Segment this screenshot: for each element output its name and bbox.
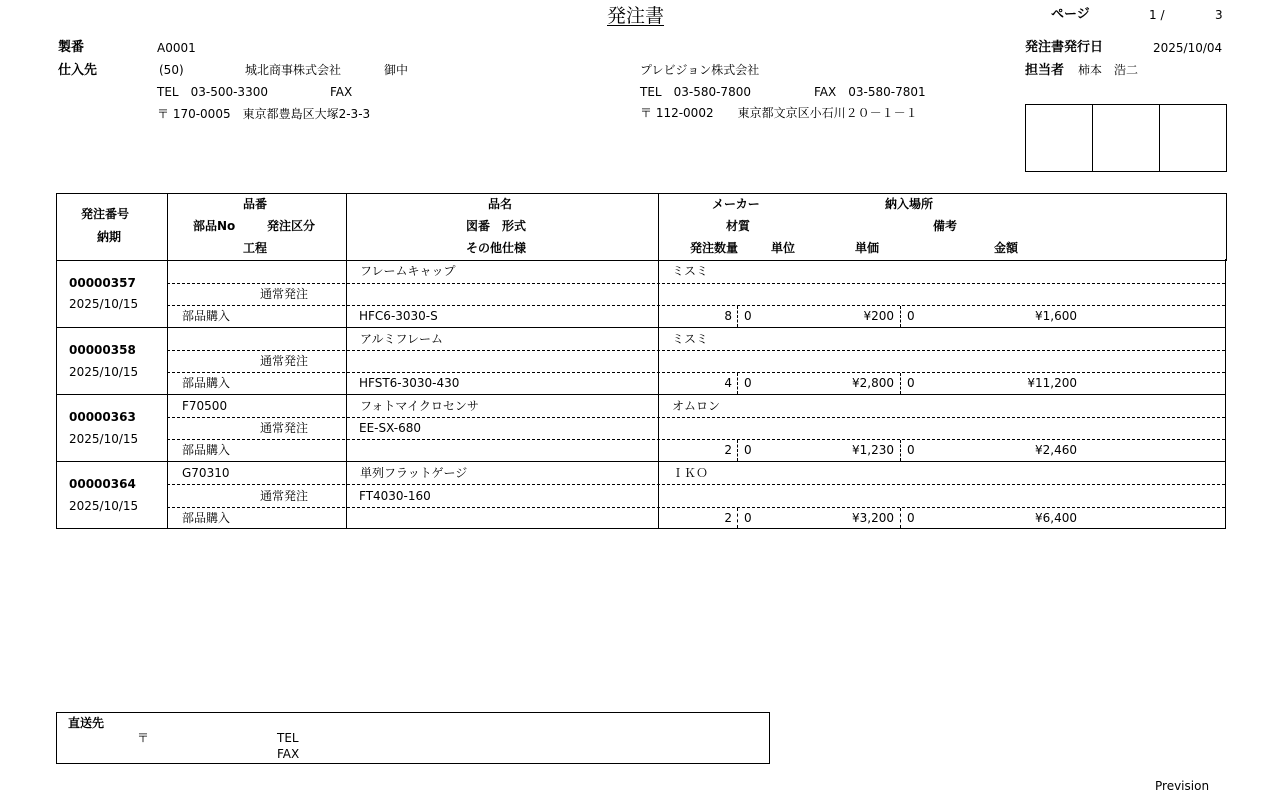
page-label: ページ xyxy=(1051,7,1090,22)
row-spec: HFC6-3030-S xyxy=(359,309,438,323)
row-drawing: EE-SX-680 xyxy=(359,421,421,435)
row-unit-price: ¥3,200 xyxy=(852,511,894,525)
direct-postal: 〒 xyxy=(137,731,150,745)
row-order-no: 00000363 xyxy=(69,410,136,424)
row-order-no: 00000357 xyxy=(69,276,136,290)
col-unit-price: 単価 xyxy=(855,241,880,255)
col-order-no: 発注番号 xyxy=(81,207,130,221)
direct-fax: FAX xyxy=(277,747,300,761)
row-due-date: 2025/10/15 xyxy=(69,432,139,446)
col-delivery-place: 納入場所 xyxy=(885,197,934,211)
row-qty: 2 xyxy=(724,443,732,457)
row-price-sub: 0 xyxy=(907,511,915,525)
row-maker: ミスミ xyxy=(672,332,709,346)
issue-date: 2025/10/04 xyxy=(1153,41,1223,55)
seiban-label: 製番 xyxy=(58,40,85,55)
row-order-type: 通常発注 xyxy=(260,421,309,435)
supplier-name: 城北商事株式会社 xyxy=(245,63,342,77)
supplier-code: (50) xyxy=(159,63,184,77)
row-order-type: 通常発注 xyxy=(260,287,309,301)
row-unit-price: ¥2,800 xyxy=(852,376,894,390)
row-maker: オムロン xyxy=(672,399,721,413)
row-price-sub: 0 xyxy=(907,376,915,390)
supplier-tel: TEL 03-500-3300 xyxy=(157,85,268,99)
row-due-date: 2025/10/15 xyxy=(69,297,139,311)
row-amount: ¥2,460 xyxy=(1035,443,1077,457)
row-item-no: F70500 xyxy=(182,399,228,413)
company-fax: FAX 03-580-7801 xyxy=(814,85,926,99)
row-item-name: フレームキャップ xyxy=(360,264,456,278)
row-item-name: アルミフレーム xyxy=(360,332,444,346)
row-spec: HFST6-3030-430 xyxy=(359,376,460,390)
row-process: 部品購入 xyxy=(182,309,231,323)
row-process: 部品購入 xyxy=(182,376,231,390)
col-due-date: 納期 xyxy=(97,230,122,244)
row-unit: 0 xyxy=(744,443,752,457)
row-drawing: FT4030-160 xyxy=(359,489,431,503)
col-material: 材質 xyxy=(726,219,751,233)
brand-label: Prevision xyxy=(1155,779,1210,793)
row-unit-price: ¥1,230 xyxy=(852,443,894,457)
col-process: 工程 xyxy=(243,241,268,255)
approval-stamp-boxes xyxy=(1025,104,1227,172)
stamp-box xyxy=(1160,105,1226,171)
row-amount: ¥1,600 xyxy=(1035,309,1077,323)
row-order-no: 00000364 xyxy=(69,477,136,491)
row-qty: 4 xyxy=(724,376,732,390)
col-item-no: 品番 xyxy=(243,197,268,211)
person-name: 柿本 浩二 xyxy=(1078,63,1139,77)
direct-delivery-label: 直送先 xyxy=(68,716,105,730)
company-address: 〒 112-0002 東京都文京区小石川２０－１－１ xyxy=(640,106,918,120)
person-label: 担当者 xyxy=(1025,63,1065,78)
col-maker: メーカー xyxy=(712,197,760,211)
col-part-no: 部品No xyxy=(193,219,236,233)
row-unit: 0 xyxy=(744,309,752,323)
col-other-spec: その他仕様 xyxy=(466,241,527,255)
row-unit: 0 xyxy=(744,376,752,390)
seiban-value: A0001 xyxy=(157,41,196,55)
supplier-fax: FAX xyxy=(330,85,353,99)
page-current: 1 / xyxy=(1149,8,1165,22)
row-amount: ¥6,400 xyxy=(1035,511,1077,525)
row-order-type: 通常発注 xyxy=(260,354,309,368)
col-unit: 単位 xyxy=(771,241,796,255)
col-amount: 金額 xyxy=(994,241,1019,255)
row-process: 部品購入 xyxy=(182,511,231,525)
col-drawing-model: 図番 形式 xyxy=(466,219,527,233)
supplier-label: 仕入先 xyxy=(58,63,98,78)
stamp-box xyxy=(1093,105,1160,171)
row-price-sub: 0 xyxy=(907,443,915,457)
row-due-date: 2025/10/15 xyxy=(69,365,139,379)
col-order-type: 発注区分 xyxy=(267,219,316,233)
page-title: 発注書 xyxy=(607,5,665,27)
row-order-no: 00000358 xyxy=(69,343,136,357)
supplier-address: 〒 170-0005 東京都豊島区大塚2-3-3 xyxy=(157,107,371,121)
col-remarks: 備考 xyxy=(933,219,958,233)
row-item-no: G70310 xyxy=(182,466,230,480)
col-item-name: 品名 xyxy=(488,197,513,211)
row-price-sub: 0 xyxy=(907,309,915,323)
issue-date-label: 発注書発行日 xyxy=(1025,40,1104,55)
company-tel: TEL 03-580-7800 xyxy=(640,85,751,99)
row-due-date: 2025/10/15 xyxy=(69,499,139,513)
row-order-type: 通常発注 xyxy=(260,489,309,503)
row-amount: ¥11,200 xyxy=(1027,376,1077,390)
supplier-honorific: 御中 xyxy=(384,63,409,77)
col-qty: 発注数量 xyxy=(690,241,739,255)
direct-tel: TEL xyxy=(277,731,299,745)
row-maker: ミスミ xyxy=(672,264,709,278)
row-unit: 0 xyxy=(744,511,752,525)
direct-delivery-box xyxy=(56,712,770,764)
row-item-name: フォトマイクロセンサ xyxy=(360,399,479,413)
row-item-name: 単列フラットゲージ xyxy=(360,466,468,480)
row-process: 部品購入 xyxy=(182,443,231,457)
page-total: 3 xyxy=(1215,8,1223,22)
row-qty: 2 xyxy=(724,511,732,525)
row-unit-price: ¥200 xyxy=(863,309,894,323)
stamp-box xyxy=(1026,105,1093,171)
row-maker: ＩＫＯ xyxy=(672,466,709,480)
row-qty: 8 xyxy=(724,309,732,323)
company-name: プレビジョン株式会社 xyxy=(640,63,760,77)
